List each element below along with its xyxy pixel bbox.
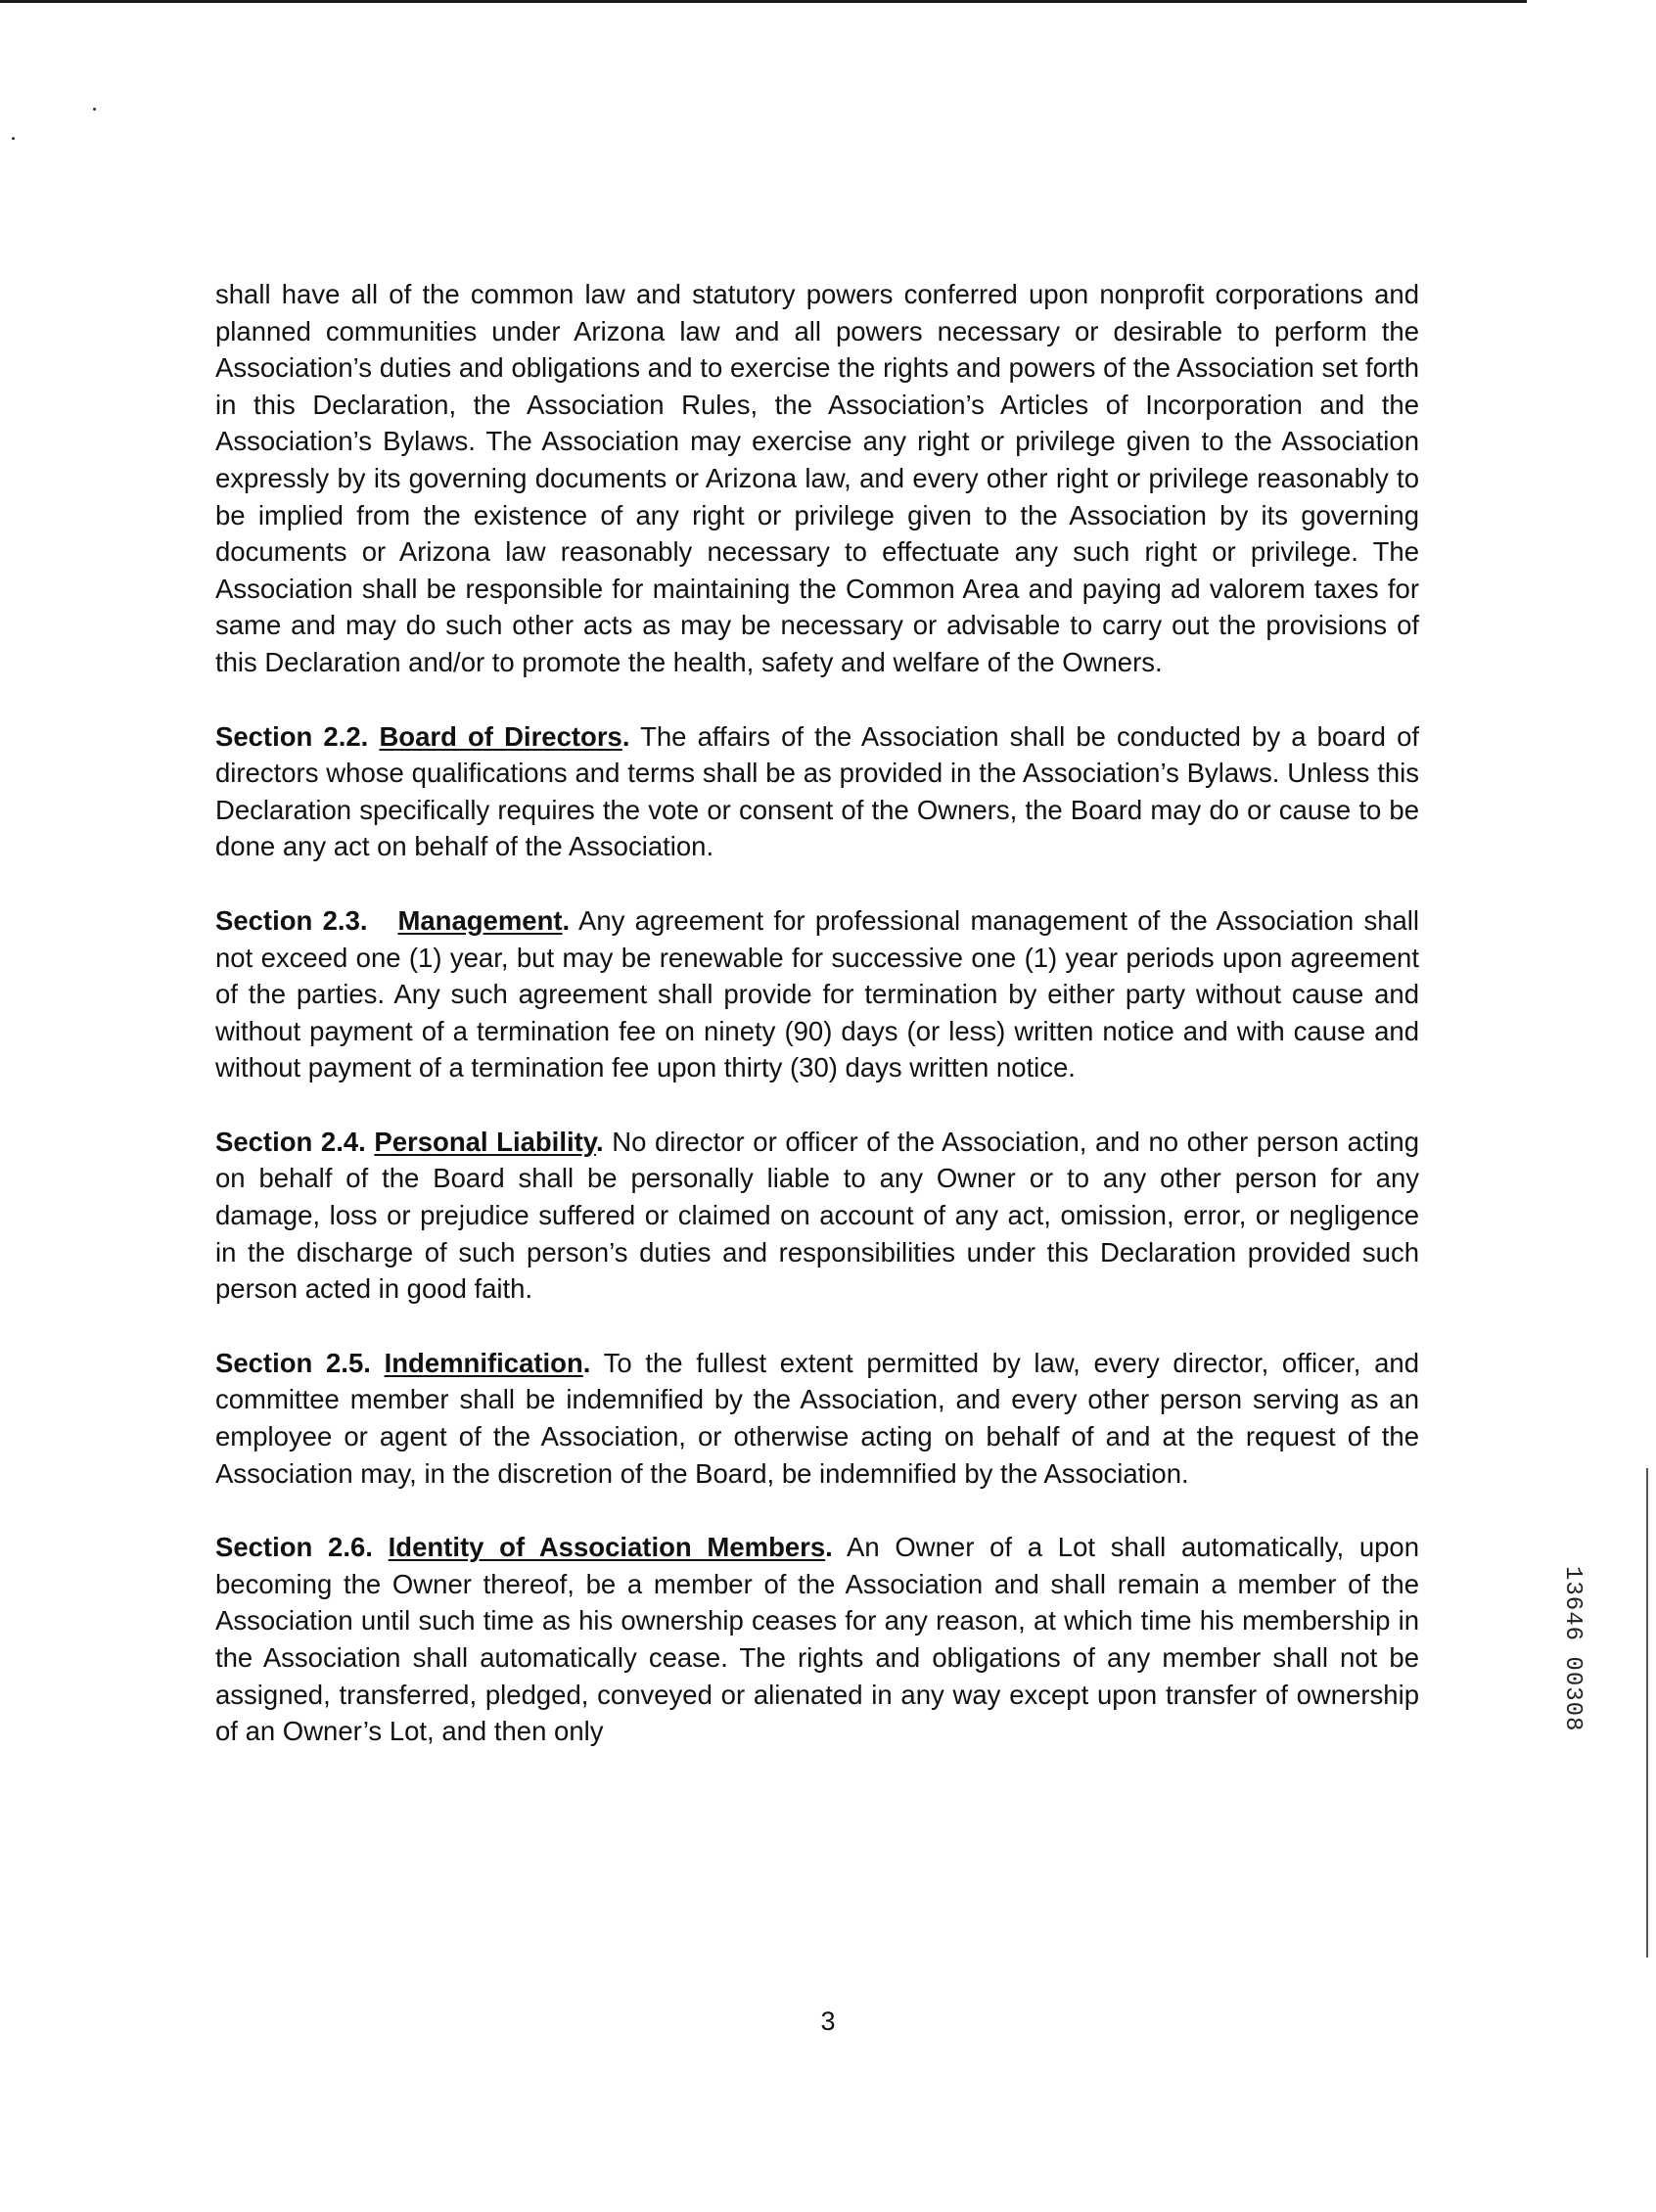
margin-recording-stamp: 13646 00308: [1559, 1566, 1586, 1732]
section-text: An Owner of a Lot shall automatically, upon becoming the Owner thereof, be a member of the Association and shall remain a member of the Association until such time as his ownership ceases for any reason, at which time his membership in the Association shall automatically cease. The rights and obligations of any member shall not be assigned, transferred, pledged, conveyed or alienated in any way except upon transfer of ownership of an Owner’s Lot, and then only: [215, 1532, 1420, 1747]
section-title: Management: [397, 904, 563, 936]
section-number: Section 2.3.: [215, 904, 368, 936]
scan-edge-line: [1646, 1468, 1648, 1958]
section-2-4: Section 2.4. Personal Liability. No director or officer of the Association, and no other person acting on behalf of the Board shall be personally liable to any Owner or to any other person for any damage, loss or prejudice suffered or claimed on account of any act, omission, error, or negligence in the discharge of such person’s duties and responsibilities under this Declaration provided such person acted in good faith.: [215, 1126, 1419, 1305]
section-title: Indemnification: [384, 1347, 583, 1378]
section-2-3: Section 2.3. Management. Any agreement for professional management of the Association shall not exceed one (1) year, but may be renewable for successive one (1) year periods upon agreement of the parties. Any such agreement shall provide for termination by either party without cause and without payment of a termination fee on ninety (90) days (or less) written notice and with cause and without payment of a termination fee upon thirty (30) days written notice.: [215, 904, 1420, 1083]
section-title: Identity of Association Members: [388, 1532, 826, 1563]
section-number: Section 2.6.: [215, 1532, 373, 1563]
section-2-6: Section 2.6. Identity of Association Members. An Owner of a Lot shall automatically, upon becoming the Owner thereof, be a member of the Association and shall remain a member of the Association until such time as his ownership ceases for any reason, at which time his membership in the Association shall automatically cease. The rights and obligations of any member shall not be assigned, transferred, pledged, conveyed or alienated in any way except upon transfer of ownership of an Owner’s Lot, and then only: [215, 1532, 1420, 1747]
page-number: 3: [820, 2006, 836, 2036]
section-text: No director or officer of the Association, and no other person acting on behalf of the Board shall be personally liable to any Owner or to any other person for any damage, loss or prejudice suffered or claimed on account of any act, omission, error, or negligence in the discharge of such person’s duties and responsibilities under this Declaration provided such person acted in good faith.: [215, 1126, 1419, 1305]
section-number: Section 2.2.: [215, 720, 369, 752]
section-2-2: Section 2.2. Board of Directors. The affairs of the Association shall be conducted by a board of directors whose qualifications and terms shall be as provided in the Association’s Bylaws. Unless this Declaration specifically requires the vote or consent of the Owners, the Board may do or cause to be done any act on behalf of the Association.: [215, 720, 1419, 862]
section-2-5: Section 2.5. Indemnification. To the fullest extent permitted by law, every director, officer, and committee member shall be indemnified by the Association, and every other person serving as an employee or agent of the Association, or otherwise acting on behalf of and at the request of the Association may, in the discretion of the Board, be indemnified by the Association.: [215, 1347, 1419, 1489]
section-text: The affairs of the Association shall be conducted by a board of directors whose qualifications and terms shall be as provided in the Association’s Bylaws. Unless this Declaration specifically requires the vote or consent of the Owners, the Board may do or cause to be done any act on behalf of the Association.: [215, 720, 1419, 862]
section-title: Personal Liability: [374, 1126, 597, 1157]
document-body: [215, 276, 1419, 1787]
section-text: To the fullest extent permitted by law, every director, officer, and committee member shall be indemnified by the Association, and every other person serving as an employee or agent of the Association, or otherwise acting on behalf of and at the request of the Association may, in the discretion of the Board, be indemnified by the Association.: [215, 1347, 1419, 1489]
top-border-line: [0, 0, 1527, 3]
scan-speck: [93, 108, 96, 111]
section-number: Section 2.5.: [215, 1347, 371, 1378]
paragraph-continuation: shall have all of the common law and statutory powers conferred upon nonprofit corporations and planned communities under Arizona law and all powers necessary or desirable to perform the Association’s duties and obligations and to exercise the rights and powers of the Association set forth in this Declaration, the Association Rules, the Association’s Articles of Incorporation and the Association’s Bylaws. The Association may exercise any right or privilege given to the Association expressly by its governing documents or Arizona law, and every other right or privilege reasonably to be implied from the existence of any right or privilege given to the Association by its governing documents or Arizona law reasonably necessary to effectuate any such right or privilege. The Association shall be responsible for maintaining the Common Area and paying ad valorem taxes for same and may do such other acts as may be necessary or advisable to carry out the provisions of this Declaration and/or to promote the health, safety and welfare of the Owners.: [215, 279, 1419, 677]
scan-speck: [12, 137, 15, 140]
section-title: Board of Directors: [379, 720, 622, 752]
section-text: Any agreement for professional management of the Association shall not exceed one (1) year, but may be renewable for successive one (1) year periods upon agreement of the parties. Any such agreement shall provide for termination by either party without cause and without payment of a termination fee on ninety (90) days (or less) written notice and with cause and without payment of a termination fee upon thirty (30) days written notice.: [215, 904, 1420, 1083]
section-number: Section 2.4.: [215, 1126, 366, 1157]
